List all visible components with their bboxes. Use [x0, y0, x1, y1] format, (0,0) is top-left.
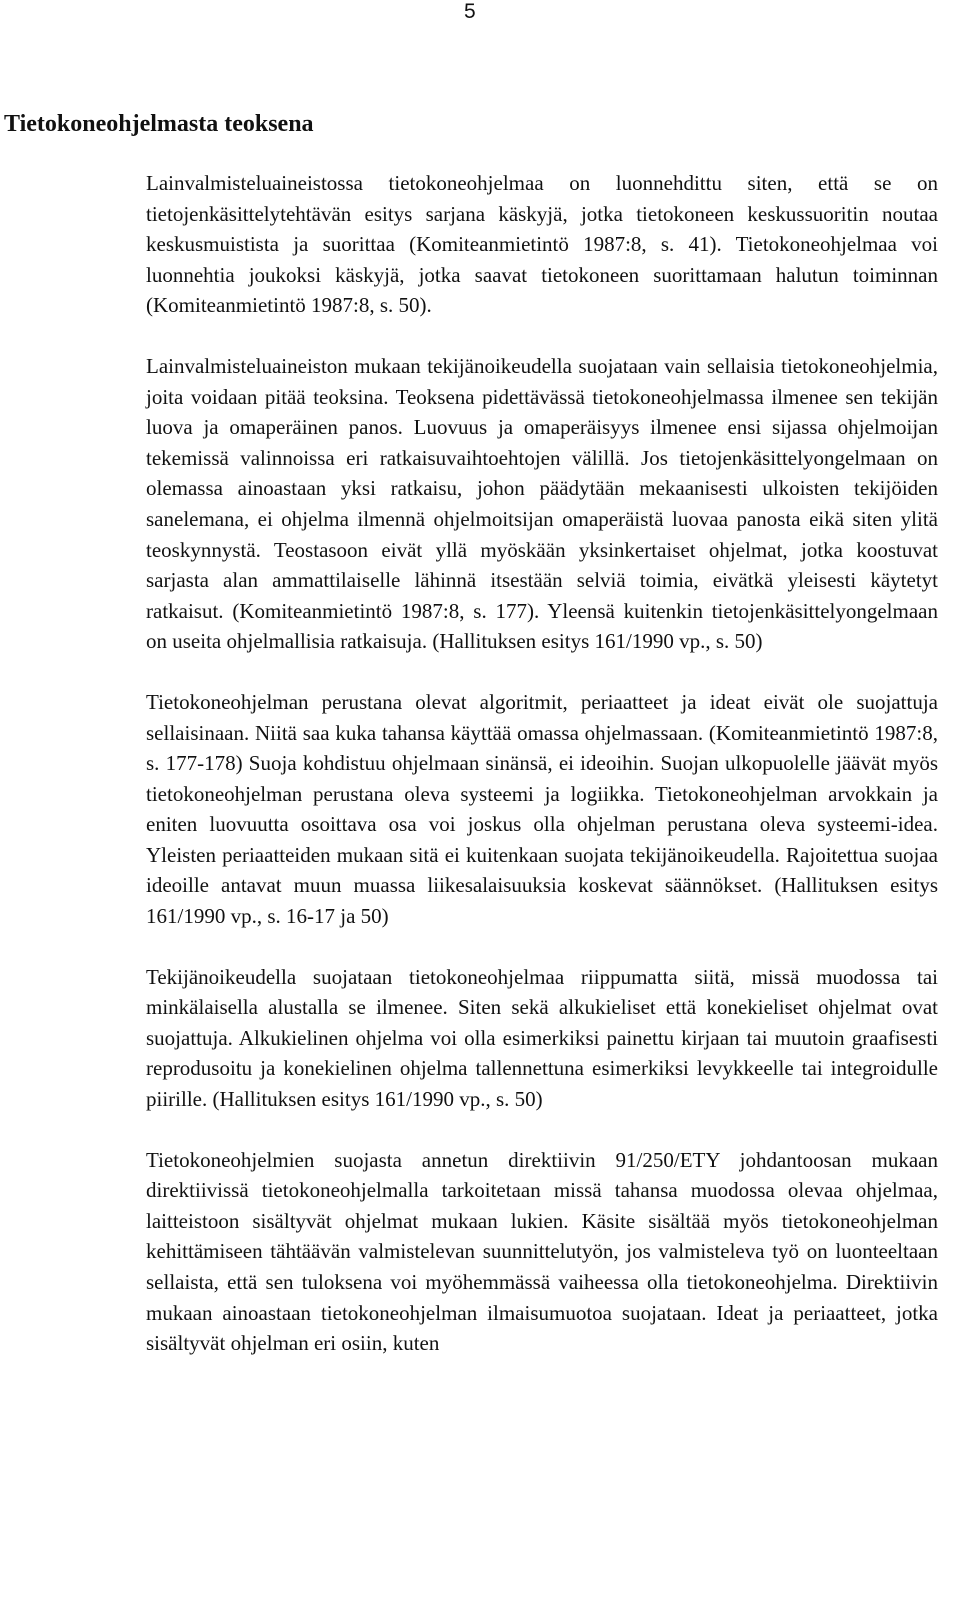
page-number: 5 — [464, 0, 476, 23]
paragraph-3: Tietokoneohjelman perustana olevat algoritmit, periaatteet ja ideat eivät ole suojattuja sellaisinaan. Niitä saa kuka tahansa käyttää omassa ohjelmassaan. (Komiteanmietintö 1987:8, s. 177-178) Suoja kohdistuu ohjelmaan sinänsä, ei ideoihin. Suojan ulkopuolelle jäävät myös tietokoneohjelman perustana oleva systeemi ja logiikka. Tietokoneohjelman arvokkain ja eniten luovuutta osoittava osa voi joskus olla ohjelman perustana oleva systeemi-idea. Yleisten periaatteiden mukaan sitä ei kuitenkaan suojata tekijänoikeudella. Rajoitettua suojaa ideoille antavat muun muassa liikesalaisuuksia koskevat säännökset. (Hallituksen esitys 161/1990 vp., s. 16-17 ja 50) — [146, 689, 938, 929]
body-text — [146, 168, 938, 1389]
paragraph-2: Lainvalmisteluaineiston mukaan tekijänoikeudella suojataan vain sellaisia tietokoneohjelmia, joita voidaan pitää teoksina. Teoksena pidettävässä tietokoneohjelmassa ilmenee sen tekijän luova ja omaperäinen panos. Luovuus ja omaperäisyys ilmenee ensi sijassa ohjelmoijan tekemissä valinnoissa eri ratkaisuvaihtoehtojen välillä. Jos tietojenkäsittelyongelmaan on olemassa ainoastaan yksi ratkaisu, johon päädytään mekaanisesti ulkoisten tekijöiden sanelemana, ei ohjelma ilmennä ohjelmoitsijan omaperäistä luovaa panosta eikä siten ylitä teoskynnystä. Teostasoon eivät yllä myöskään yksinkertaiset ohjelmat, jotka koostuvat sarjasta alan ammattilaiselle lähinnä itsestään selviä toimia, eivätkä yleisesti käytetyt ratkaisut. (Komiteanmietintö 1987:8, s. 177). Yleensä kuitenkin tietojenkäsittelyongelmaan on useita ohjelmallisia ratkaisuja. (Hallituksen esitys 161/1990 vp., s. 50) — [146, 353, 938, 654]
section-heading: Tietokoneohjelmasta teoksena — [4, 111, 314, 137]
paragraph-5: Tietokoneohjelmien suojasta annetun direktiivin 91/250/ETY johdantoosan mukaan direktiivissä tietokoneohjelmalla tarkoitetaan missä tahansa muodossa olevaa ohjelmaa, laitteistoon sisältyvät ohjelmat mukaan lukien. Käsite sisältää myös tietokoneohjelman kehittämiseen tähtäävän valmistelevan suunnittelutyön, jos valmisteleva työ on luonteeltaan sellaista, että sen tuloksena voi myöhemmässä vaiheessa olla tietokoneohjelma. Direktiivin mukaan ainoastaan tietokoneohjelman ilmaisumuotoa suojataan. Ideat ja periaatteet, jotka sisältyvät ohjelman eri osiin, kuten — [146, 1147, 938, 1356]
paragraph-4: Tekijänoikeudella suojataan tietokoneohjelmaa riippumatta siitä, missä muodossa tai minkälaisella alustalla se ilmenee. Siten sekä alkukieliset että konekieliset ohjelmat ovat suojattuja. Alkukielinen ohjelma voi olla esimerkiksi painettu kirjaan tai muutoin graafisesti reprodusoitu ja konekielinen ohjelma tallennettuna esimerkiksi levykkeelle tai integroidulle piirille. (Hallituksen esitys 161/1990 vp., s. 50) — [146, 964, 938, 1112]
paragraph-1: Lainvalmisteluaineistossa tietokoneohjelmaa on luonnehdittu siten, että se on tietojenkäsittelytehtävän esitys sarjana käskyjä, jotka tietokoneen keskussuoritin noutaa keskusmuistista ja suorittaa (Komiteanmietintö 1987:8, s. 41). Tietokoneohjelmaa voi luonnehtia joukoksi käskyjä, jotka saavat tietokoneen suorittamaan halutun toiminnan (Komiteanmietintö 1987:8, s. 50). — [146, 171, 938, 318]
